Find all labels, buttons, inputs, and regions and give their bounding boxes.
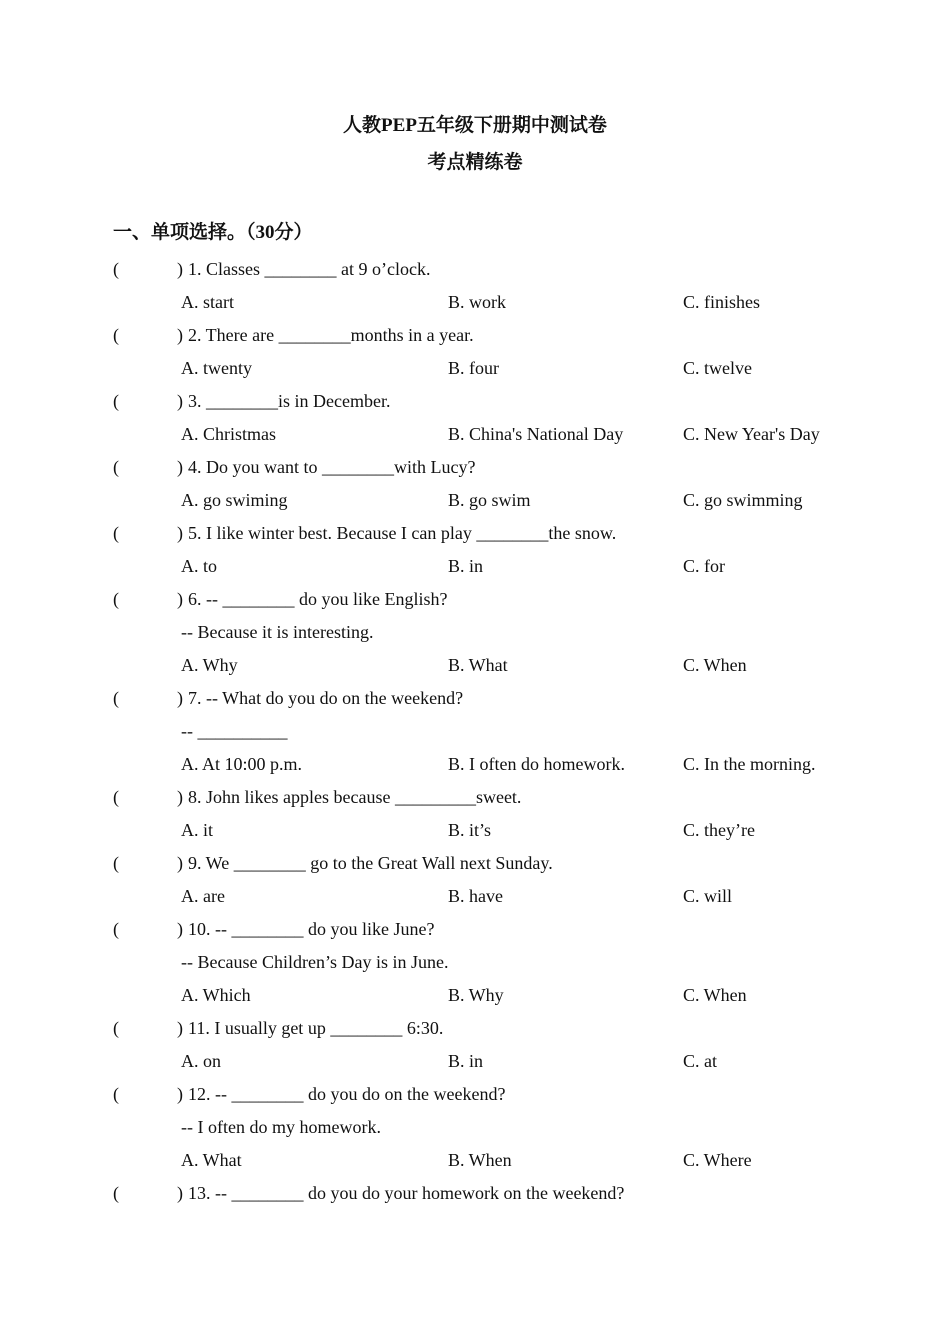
option-b: B. What <box>448 655 508 675</box>
answer-bracket-open: ( <box>113 1018 119 1038</box>
option-a: A. go swiming <box>181 490 288 510</box>
question-item <box>0 847 950 880</box>
question-dialogue-line <box>0 616 950 649</box>
answer-bracket-open: ( <box>113 325 119 345</box>
answer-bracket-close: ) <box>177 787 183 807</box>
option-c: C. for <box>683 556 725 576</box>
options-row <box>0 484 950 517</box>
option-c: C. When <box>683 655 747 675</box>
question-list <box>0 253 950 1210</box>
answer-bracket-close: ) <box>177 853 183 873</box>
question-item <box>0 451 950 484</box>
answer-bracket-open: ( <box>113 853 119 873</box>
option-b: B. China's National Day <box>448 424 624 444</box>
option-b: B. it’s <box>448 820 492 840</box>
question-stem: 3. ________is in December. <box>188 391 391 411</box>
option-b: B. go swim <box>448 490 531 510</box>
page-title: 人教PEP五年级下册期中测试卷 <box>343 115 607 136</box>
option-a: A. Why <box>181 655 238 675</box>
answer-bracket-open: ( <box>113 688 119 708</box>
answer-bracket-open: ( <box>113 787 119 807</box>
options-row <box>0 1144 950 1177</box>
dialogue-text: -- I often do my homework. <box>181 1117 381 1137</box>
dialogue-text: -- __________ <box>181 721 288 741</box>
option-b: B. have <box>448 886 503 906</box>
question-item <box>0 583 950 616</box>
question-dialogue-line <box>0 946 950 979</box>
option-a: A. At 10:00 p.m. <box>181 754 303 774</box>
option-b: B. When <box>448 1150 512 1170</box>
question-stem: 2. There are ________months in a year. <box>188 325 474 345</box>
option-a: A. it <box>181 820 214 840</box>
options-row <box>0 418 950 451</box>
options-row <box>0 1045 950 1078</box>
options-row <box>0 352 950 385</box>
answer-bracket-open: ( <box>113 523 119 543</box>
options-row <box>0 748 950 781</box>
question-stem: 4. Do you want to ________with Lucy? <box>188 457 476 477</box>
answer-bracket-close: ) <box>177 688 183 708</box>
option-b: B. four <box>448 358 499 378</box>
option-c: C. go swimming <box>683 490 803 510</box>
option-c: C. at <box>683 1051 717 1071</box>
option-c: C. New Year's Day <box>683 424 820 444</box>
answer-bracket-close: ) <box>177 1084 183 1104</box>
question-stem: 11. I usually get up ________ 6:30. <box>188 1018 444 1038</box>
answer-bracket-open: ( <box>113 391 119 411</box>
question-item <box>0 1177 950 1210</box>
option-b: B. in <box>448 556 484 576</box>
section-heading: 一、单项选择。（30分） <box>113 222 313 243</box>
question-item <box>0 253 950 286</box>
answer-bracket-open: ( <box>113 259 119 279</box>
answer-bracket-close: ) <box>177 919 183 939</box>
option-a: A. twenty <box>181 358 252 378</box>
dialogue-text: -- Because Children’s Day is in June. <box>181 952 449 972</box>
question-item <box>0 781 950 814</box>
option-a: A. start <box>181 292 234 312</box>
question-item <box>0 1012 950 1045</box>
question-item <box>0 517 950 550</box>
answer-bracket-close: ) <box>177 1018 183 1038</box>
option-a: A. are <box>181 886 225 906</box>
question-stem: 5. I like winter best. Because I can play ________the snow. <box>188 523 617 543</box>
question-item <box>0 682 950 715</box>
option-b: B. work <box>448 292 506 312</box>
answer-bracket-close: ) <box>177 325 183 345</box>
option-a: A. What <box>181 1150 242 1170</box>
question-stem: 12. -- ________ do you do on the weekend? <box>188 1084 506 1104</box>
option-a: A. Christmas <box>181 424 277 444</box>
options-row <box>0 286 950 319</box>
answer-bracket-close: ) <box>177 259 183 279</box>
question-stem: 7. -- What do you do on the weekend? <box>188 688 464 708</box>
option-b: B. I often do homework. <box>448 754 625 774</box>
option-a: A. to <box>181 556 217 576</box>
option-b: B. in <box>448 1051 484 1071</box>
options-row <box>0 880 950 913</box>
question-stem: 1. Classes ________ at 9 o’clock. <box>188 259 431 279</box>
dialogue-text: -- Because it is interesting. <box>181 622 374 642</box>
answer-bracket-open: ( <box>113 589 119 609</box>
question-item <box>0 319 950 352</box>
option-b: B. Why <box>448 985 504 1005</box>
option-a: A. on <box>181 1051 221 1071</box>
options-row <box>0 979 950 1012</box>
answer-bracket-close: ) <box>177 523 183 543</box>
question-stem: 6. -- ________ do you like English? <box>188 589 448 609</box>
answer-bracket-open: ( <box>113 1084 119 1104</box>
option-c: C. will <box>683 886 733 906</box>
option-c: C. In the morning. <box>683 754 816 774</box>
answer-bracket-close: ) <box>177 457 183 477</box>
options-row <box>0 649 950 682</box>
question-stem: 9. We ________ go to the Great Wall next Sunday. <box>188 853 553 873</box>
question-dialogue-line <box>0 1111 950 1144</box>
question-stem: 13. -- ________ do you do your homework on the weekend? <box>188 1183 625 1203</box>
options-row <box>0 550 950 583</box>
answer-bracket-open: ( <box>113 919 119 939</box>
option-c: C. Where <box>683 1150 752 1170</box>
option-c: C. finishes <box>683 292 761 312</box>
question-stem: 10. -- ________ do you like June? <box>188 919 435 939</box>
question-stem: 8. John likes apples because _________sweet. <box>188 787 522 807</box>
answer-bracket-close: ) <box>177 1183 183 1203</box>
question-item <box>0 385 950 418</box>
answer-bracket-open: ( <box>113 457 119 477</box>
answer-bracket-close: ) <box>177 391 183 411</box>
answer-bracket-open: ( <box>113 1183 119 1203</box>
question-item <box>0 1078 950 1111</box>
question-item <box>0 913 950 946</box>
page-subtitle: 考点精练卷 <box>427 152 523 173</box>
answer-bracket-close: ) <box>177 589 183 609</box>
option-c: C. they’re <box>683 820 755 840</box>
option-a: A. Which <box>181 985 251 1005</box>
question-dialogue-line <box>0 715 950 748</box>
option-c: C. When <box>683 985 747 1005</box>
option-c: C. twelve <box>683 358 752 378</box>
options-row <box>0 814 950 847</box>
